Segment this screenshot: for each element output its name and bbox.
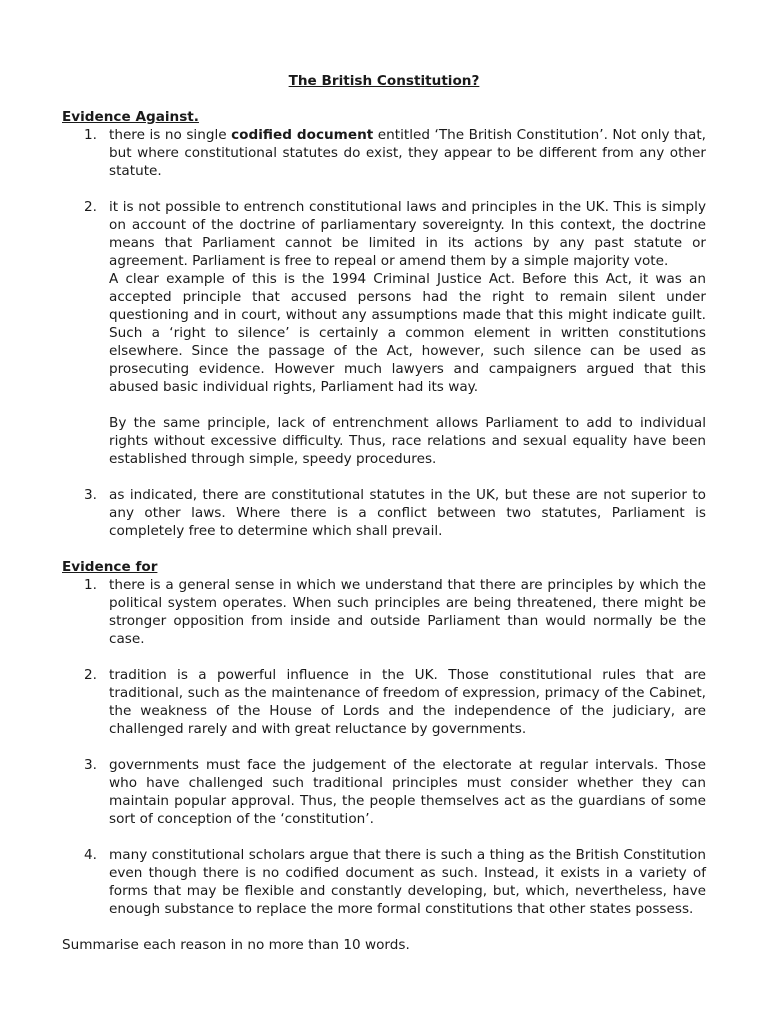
list-item-text: tradition is a powerful influence in the UK. Those constitutional rules that are traditional, such as the maintenance of freedom of expression, primacy of the Cabinet, the weakness of the House of Lords and the independence of the judiciary, are challenged rarely and with great reluctance by governments.	[109, 667, 706, 737]
list-item-text	[109, 126, 706, 180]
document-title: The British Constitution?	[288, 73, 480, 89]
list-item-paragraph: it is not possible to entrench constitutional laws and principles in the UK. This is simply on account of the doctrine of parliamentary sovereignty. In this context, the doctrine means that Parliament cannot be limited in its actions by any past statute or agreement. Parliament is free to repeal or amend them by a simple majority vote.	[109, 199, 706, 269]
evidence-for-list	[62, 576, 706, 918]
list-item-number: 1.	[84, 577, 97, 593]
evidence-against-heading: Evidence Against.	[62, 109, 199, 125]
list-item	[62, 198, 706, 468]
list-item-number: 3.	[84, 487, 97, 503]
list-item-number: 1.	[84, 127, 97, 143]
document-page	[62, 72, 706, 954]
list-item-text: many constitutional scholars argue that there is such a thing as the British Constitution even though there is no codified document as such. Instead, it exists in a variety of forms that may be flexible and constantly developing, but, which, nevertheless, have enough substance to replace the more formal constitutions that other states possess.	[109, 847, 706, 917]
list-item	[62, 126, 706, 180]
list-item	[62, 486, 706, 540]
list-item-text: there is a general sense in which we understand that there are principles by which the political system operates. When such principles are being threatened, there might be stronger opposition from inside and outside Parliament than would normally be the case.	[109, 577, 706, 647]
evidence-against-section	[62, 108, 706, 540]
list-item	[62, 576, 706, 648]
evidence-for-heading: Evidence for	[62, 559, 158, 575]
list-item-text: governments must face the judgement of the electorate at regular intervals. Those who have challenged such traditional principles must consider whether they can maintain popular approval. Thus, the people themselves act as the guardians of some sort of conception of the ‘constitution’.	[109, 757, 706, 827]
evidence-against-list	[62, 126, 706, 540]
list-item	[62, 756, 706, 828]
list-item	[62, 846, 706, 918]
list-item-paragraph: A clear example of this is the 1994 Criminal Justice Act. Before this Act, it was an accepted principle that accused persons had the right to remain silent under questioning and in court, without any assumptions made that this might indicate guilt. Such a ‘right to silence’ is certainly a common element in written constitutions elsewhere. Since the passage of the Act, however, such silence can be used as prosecuting evidence. However much lawyers and campaigners argued that this abused basic individual rights, Parliament had its way.	[109, 271, 706, 395]
list-item-paragraph: By the same principle, lack of entrenchment allows Parliament to add to individual rights without excessive difficulty. Thus, race relations and sexual equality have been established through simple, speedy procedures.	[109, 415, 706, 467]
summary-instruction: Summarise each reason in no more than 10 words.	[62, 937, 410, 953]
text-run: there is no single	[109, 127, 232, 143]
text-run: entitled ‘The British Constitution’. Not only that, but where constitutional statutes do exist, they appear to be different from any other statute.	[109, 127, 706, 179]
evidence-for-section	[62, 558, 706, 918]
bold-text: codified document	[231, 127, 374, 143]
list-item-number: 4.	[84, 847, 97, 863]
list-item-number: 2.	[84, 667, 97, 683]
list-item-number: 3.	[84, 757, 97, 773]
list-item	[62, 666, 706, 738]
list-item-text: as indicated, there are constitutional statutes in the UK, but these are not superior to any other laws. Where there is a conflict between two statutes, Parliament is completely free to determine which shall prevail.	[109, 487, 706, 539]
list-item-number: 2.	[84, 199, 97, 215]
